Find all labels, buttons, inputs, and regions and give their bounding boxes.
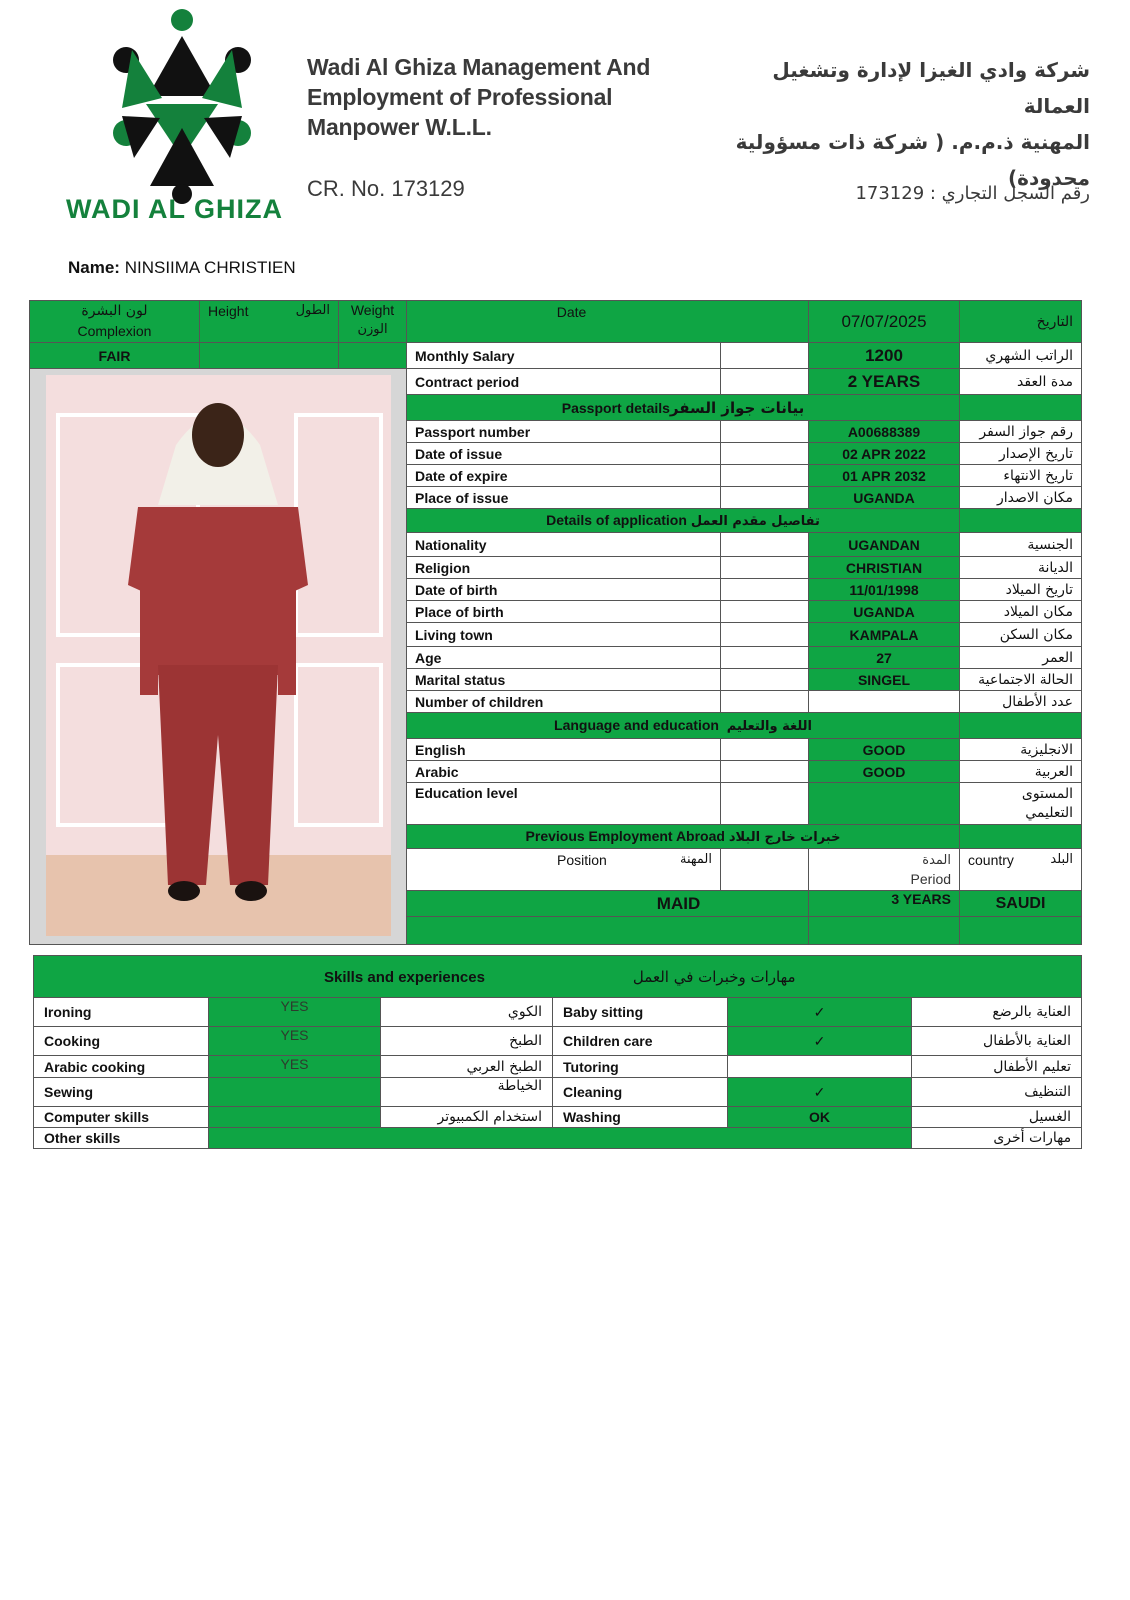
living-town-value: KAMPALA	[809, 623, 960, 647]
date-of-expire-label-ar: تاريخ الانتهاء	[960, 465, 1082, 487]
place-of-birth-label: Place of birth	[407, 601, 721, 623]
skill-washing-label-ar: الغسيل	[912, 1107, 1082, 1128]
skill-cleaning-label: Cleaning	[553, 1078, 728, 1107]
skill-arabic-cooking-label-ar: الطبخ العربي	[381, 1056, 553, 1078]
passport-section-header: Passport detailsبيانات جواز السفر	[407, 395, 960, 421]
candidate-name: NINSIIMA CHRISTIEN	[124, 258, 296, 277]
date-label-ar: التاريخ	[960, 301, 1082, 343]
skill-computer-label: Computer skills	[34, 1107, 209, 1128]
company-logo	[62, 8, 302, 233]
complexion-header: لون البشرة Complexion	[30, 301, 200, 343]
salary-label-ar: الراتب الشهري	[960, 343, 1082, 369]
nationality-value: UGANDAN	[809, 533, 960, 557]
marital-status-label: Marital status	[407, 669, 721, 691]
skill-sewing-label: Sewing	[34, 1078, 209, 1107]
education-label: Education level	[407, 783, 721, 825]
height-header: Height الطول	[200, 301, 339, 343]
skill-cleaning-label-ar: التنظيف	[912, 1078, 1082, 1107]
nationality-label-ar: الجنسية	[960, 533, 1082, 557]
name-label: Name:	[68, 258, 120, 277]
skill-baby-sitting-check-icon: ✓	[728, 998, 912, 1027]
children-value	[809, 691, 960, 713]
cv-details-table	[29, 300, 1082, 945]
candidate-photo-cell	[30, 369, 407, 945]
date-of-expire-value: 01 APR 2032	[809, 465, 960, 487]
date-label: Date	[407, 301, 809, 343]
place-of-issue-label: Place of issue	[407, 487, 721, 509]
skill-tutoring-label: Tutoring	[553, 1056, 728, 1078]
date-value: 07/07/2025	[809, 301, 960, 343]
living-town-label: Living town	[407, 623, 721, 647]
weight-header: Weight الوزن	[339, 301, 407, 343]
skill-cooking-value: YES	[209, 1027, 381, 1056]
skill-computer-value	[209, 1107, 381, 1128]
position-header: Position المهنة	[407, 849, 721, 891]
height-value	[200, 343, 339, 369]
arabic-label-ar: العربية	[960, 761, 1082, 783]
place-of-birth-value: UGANDA	[809, 601, 960, 623]
religion-label-ar: الديانة	[960, 557, 1082, 579]
contract-value: 2 YEARS	[809, 369, 960, 395]
contract-label: Contract period	[407, 369, 721, 395]
skill-baby-sitting-label-ar: العناية بالرضع	[912, 998, 1082, 1027]
nationality-label: Nationality	[407, 533, 721, 557]
skill-ironing-value: YES	[209, 998, 381, 1027]
other-skills-label: Other skills	[34, 1128, 209, 1149]
age-label-ar: العمر	[960, 647, 1082, 669]
passport-number-label: Passport number	[407, 421, 721, 443]
age-label: Age	[407, 647, 721, 669]
skill-baby-sitting-label: Baby sitting	[553, 998, 728, 1027]
country-header: country البلد	[960, 849, 1082, 891]
skill-sewing-label-ar: الخياطة	[381, 1078, 553, 1107]
education-value	[809, 783, 960, 825]
cr-number-ar: رقم السجل التجاري : 173129	[855, 183, 1090, 204]
skill-arabic-cooking-value: YES	[209, 1056, 381, 1078]
skills-table	[33, 955, 1082, 1149]
other-skills-value	[209, 1128, 912, 1149]
previous-period-value: 3 YEARS	[809, 891, 960, 917]
previous-employment-header: Previous Employment Abroad خبرات خارج البلاد	[407, 825, 960, 849]
arabic-value: GOOD	[809, 761, 960, 783]
other-skills-label-ar: مهارات أخرى	[912, 1128, 1082, 1149]
company-name-ar: شركة وادي الغيزا لإدارة وتشغيل العمالة المهنية ذ.م.م. ( شركة ذات مسؤولية محدودة)	[735, 58, 1090, 190]
skill-children-care-label-ar: العناية بالأطفال	[912, 1027, 1082, 1056]
skill-cleaning-check-icon: ✓	[728, 1078, 912, 1107]
skill-cooking-label: Cooking	[34, 1027, 209, 1056]
date-of-expire-label: Date of expire	[407, 465, 721, 487]
company-name-en: Wadi Al Ghiza Management And Employment of Professional Manpower W.L.L.	[307, 54, 651, 140]
cr-number-en: CR. No. 173129	[307, 176, 465, 201]
skill-washing-value: OK	[728, 1107, 912, 1128]
language-section-header: Language and education اللغة والتعليم	[407, 713, 960, 739]
children-label: Number of children	[407, 691, 721, 713]
religion-value: CHRISTIAN	[809, 557, 960, 579]
skill-arabic-cooking-label: Arabic cooking	[34, 1056, 209, 1078]
english-label-ar: الانجليزية	[960, 739, 1082, 761]
candidate-name-line	[68, 258, 296, 278]
passport-number-label-ar: رقم جواز السفر	[960, 421, 1082, 443]
skill-cooking-label-ar: الطبخ	[381, 1027, 553, 1056]
skill-ironing-label: Ironing	[34, 998, 209, 1027]
date-of-issue-value: 02 APR 2022	[809, 443, 960, 465]
logo-emblem-icon	[113, 9, 251, 204]
passport-number-value: A00688389	[809, 421, 960, 443]
marital-status-value: SINGEL	[809, 669, 960, 691]
marital-status-label-ar: الحالة الاجتماعية	[960, 669, 1082, 691]
religion-label: Religion	[407, 557, 721, 579]
english-label: English	[407, 739, 721, 761]
place-of-issue-value: UGANDA	[809, 487, 960, 509]
place-of-birth-label-ar: مكان الميلاد	[960, 601, 1082, 623]
living-town-label-ar: مكان السكن	[960, 623, 1082, 647]
skills-section-header: Skills and experiences مهارات وخبرات في العمل	[34, 956, 1082, 998]
date-of-issue-label: Date of issue	[407, 443, 721, 465]
complexion-value: FAIR	[30, 343, 200, 369]
skill-children-care-label: Children care	[553, 1027, 728, 1056]
arabic-label: Arabic	[407, 761, 721, 783]
letterhead	[0, 0, 1130, 250]
date-of-birth-label: Date of birth	[407, 579, 721, 601]
period-header: المدة Period	[809, 849, 960, 891]
date-of-birth-label-ar: تاريخ الميلاد	[960, 579, 1082, 601]
salary-value: 1200	[809, 343, 960, 369]
person-photo	[46, 375, 391, 936]
skill-children-care-check-icon: ✓	[728, 1027, 912, 1056]
children-label-ar: عدد الأطفال	[960, 691, 1082, 713]
date-of-birth-value: 11/01/1998	[809, 579, 960, 601]
skill-sewing-value	[209, 1078, 381, 1107]
education-label-ar: المستوى التعليمي	[960, 783, 1082, 825]
age-value: 27	[809, 647, 960, 669]
previous-position-value: MAID	[407, 891, 809, 917]
person-photo-icon	[46, 375, 391, 936]
contract-label-ar: مدة العقد	[960, 369, 1082, 395]
weight-value	[339, 343, 407, 369]
salary-label: Monthly Salary	[407, 343, 721, 369]
skill-washing-label: Washing	[553, 1107, 728, 1128]
skill-computer-label-ar: استخدام الكمبيوتر	[381, 1107, 553, 1128]
skill-tutoring-value	[728, 1056, 912, 1078]
date-of-issue-label-ar: تاريخ الإصدار	[960, 443, 1082, 465]
application-section-header: Details of application تفاصيل مقدم العمل	[407, 509, 960, 533]
english-value: GOOD	[809, 739, 960, 761]
previous-country-value: SAUDI	[960, 891, 1082, 917]
logo-wordmark: WADI AL GHIZA	[66, 194, 283, 224]
skill-tutoring-label-ar: تعليم الأطفال	[912, 1056, 1082, 1078]
skill-ironing-label-ar: الكوي	[381, 998, 553, 1027]
place-of-issue-label-ar: مكان الاصدار	[960, 487, 1082, 509]
